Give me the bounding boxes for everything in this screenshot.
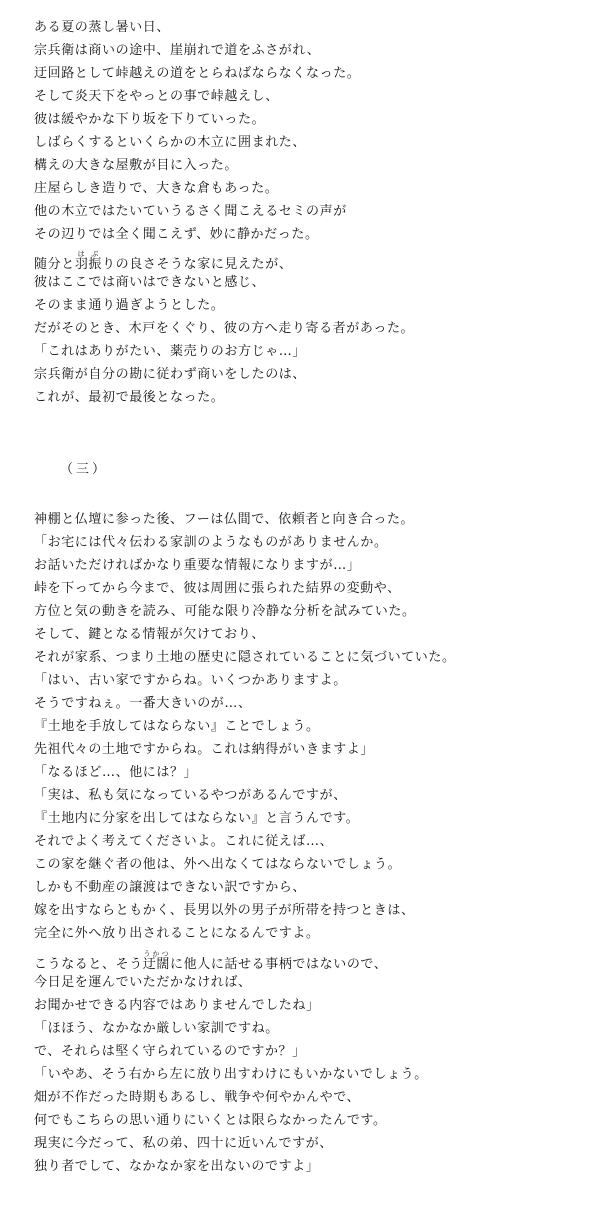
text-line: 「これはありがたい、薬売りのお方じゃ…」 (34, 344, 307, 359)
text-line: 彼はここでは商いはできないと感じ、 (34, 275, 266, 290)
chapter-heading: （三） (60, 462, 109, 477)
text-line: 「ほほう、なかなか厳しい家訓ですね。 (34, 1021, 279, 1036)
text-segment: に他人に話せる事柄ではないので、 (170, 957, 388, 972)
text-line: それが家系、つまり土地の歴史に隠されていることに気づいていた。 (34, 650, 456, 665)
text-line: しばらくするといくらかの木立に囲まれた、 (34, 135, 307, 150)
text-segment: 随分と (34, 257, 75, 272)
text-line: この家を継ぐ者の他は、外へ出なくてはならないでしょう。 (34, 857, 402, 872)
text-line: 他の木立ではたいていうるさく聞こえるセミの声が (34, 204, 347, 219)
ruby-word: 羽振はぶ (74, 250, 103, 272)
text-line: 今日足を運んでいただかなければ、 (34, 975, 252, 990)
text-line: そうですねぇ。一番大きいのが…、 (34, 696, 252, 711)
text-line: 迂回路として峠越えの道をとらねばならなくなった。 (34, 66, 361, 81)
ruby-reading: はぶ (74, 250, 103, 258)
text-line: そのまま通り過ぎようとした。 (34, 298, 225, 313)
text-line-with-ruby (34, 950, 387, 970)
text-line: 独り者でして、なかなか家を出ないのですよ」 (34, 1159, 320, 1174)
text-line-with-ruby (34, 250, 292, 270)
text-line: 「いやあ、そう右から左に放り出すわけにもいかないでしょう。 (34, 1067, 428, 1082)
text-line: 「お宅には代々伝わる家訓のようなものがありませんか。 (34, 535, 388, 550)
text-line: その辺りでは全く聞こえず、妙に静かだった。 (34, 227, 319, 242)
text-line: 先祖代々の土地ですからね。これは納得がいきますよ」 (34, 742, 375, 757)
text-line: 嫁を出すならともかく、長男以外の男子が所帯を持つときは、 (34, 903, 415, 918)
text-line: 宗兵衛は商いの途中、崖崩れで道をふさがれ、 (34, 43, 321, 58)
text-line: 彼は緩やかな下り坂を下りていった。 (34, 112, 266, 127)
text-line: 構えの大きな屋敷が目に入った。 (34, 158, 239, 173)
text-line: ある夏の蒸し暑い日、 (34, 20, 171, 35)
text-line: それでよく考えてくださいよ。これに従えば…、 (34, 834, 334, 849)
text-line: 『土地を手放してはならない』ことでしょう。 (34, 719, 320, 734)
text-line: 何でもこちらの思い通りにいくとは限らなかったんです。 (34, 1113, 387, 1128)
text-line: お話いただければかなり重要な情報になりますが…」 (34, 558, 361, 573)
ruby-reading: うかつ (142, 950, 171, 958)
text-line: 方位と気の動きを読み、可能な限り冷静な分析を試みていた。 (34, 604, 416, 619)
text-line: そして炎天下をやっとの事で峠越えし、 (34, 89, 279, 104)
text-line: だがそのとき、木戸をくぐり、彼の方へ走り寄る者があった。 (34, 321, 415, 336)
text-line: 完全に外へ放り出されることになるんですよ。 (34, 926, 320, 941)
text-line: 現実に今だって、私の弟、四十に近いんですが、 (34, 1136, 333, 1151)
ruby-word: 迂闊うかつ (142, 950, 171, 972)
text-line: 峠を下ってから今まで、彼は周囲に張られた結界の変動や、 (34, 581, 401, 596)
text-line: これが、最初で最後となった。 (34, 390, 225, 405)
text-line: しかも不動産の譲渡はできない訳ですから、 (34, 880, 307, 895)
text-line: そして、鍵となる情報が欠けており、 (34, 627, 265, 642)
text-line: で、それらは堅く守られているのですか？」 (34, 1044, 306, 1059)
text-line: お聞かせできる内容ではありませんでしたね」 (34, 998, 320, 1013)
text-line: 神棚と仏壇に参った後、フーは仏間で、依頼者と向き合った。 (34, 512, 415, 527)
text-line: 庄屋らしき造りで、大きな倉もあった。 (34, 181, 279, 196)
text-line: 畑が不作だった時期もあるし、戦争や何やかんやで、 (34, 1090, 361, 1105)
text-segment: こうなると、そう (34, 957, 143, 972)
text-line: 「はい、古い家ですからね。いくつかありますよ。 (34, 673, 347, 688)
text-segment: りの良さそうな家に見えたが、 (102, 257, 293, 272)
text-line: 宗兵衛が自分の勘に従わず商いをしたのは、 (34, 367, 307, 382)
text-line: 『土地内に分家を出してはならない』と言うんです。 (34, 811, 360, 826)
text-line: 「なるほど…、他には？」 (34, 765, 198, 780)
text-line: 「実は、私も気になっているやつがあるんですが、 (34, 788, 347, 803)
